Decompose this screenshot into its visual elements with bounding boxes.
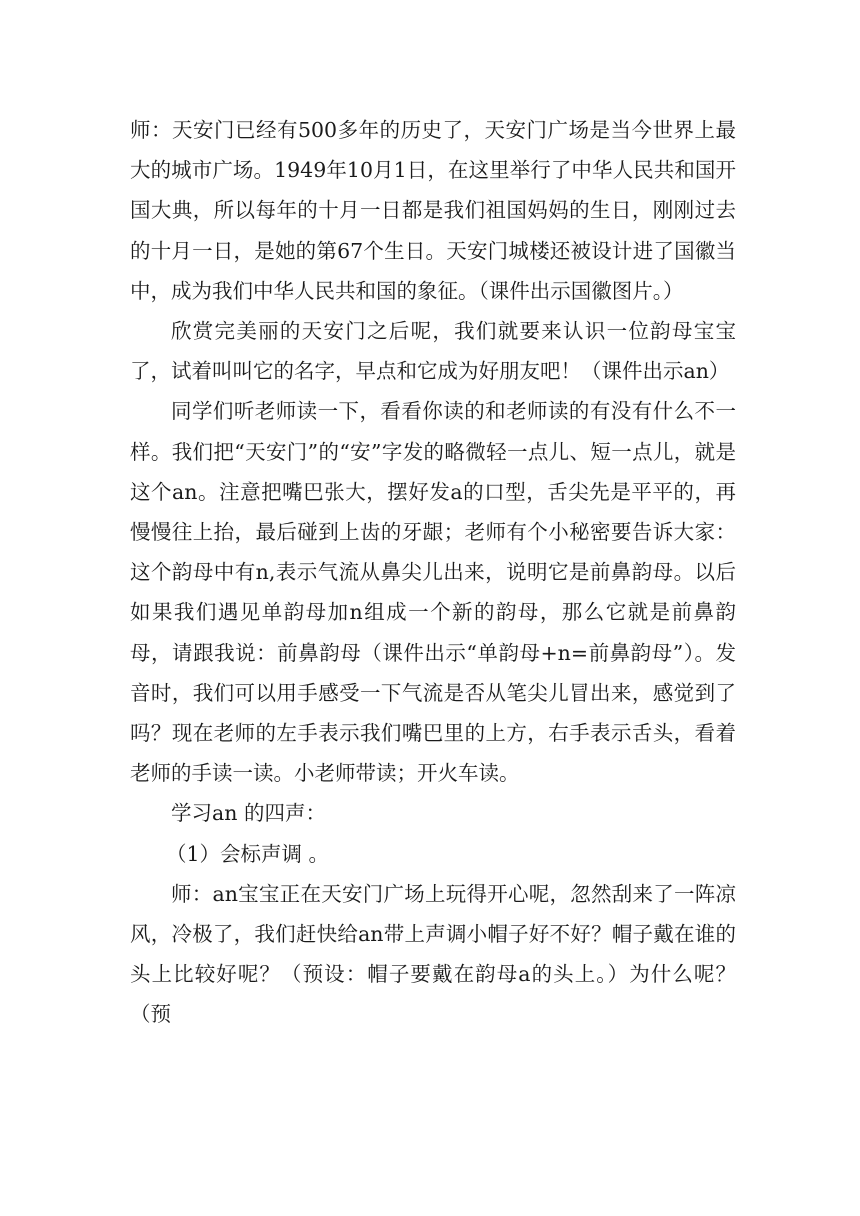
- paragraph-meet-vowel: 欣赏完美丽的天安门之后呢，我们就要来认识一位韵母宝宝了，试着叫叫它的名字，早点和它成为好朋友吧！（课件出示an）: [130, 319, 736, 384]
- paragraph-tiananmen-history: 师：天安门已经有500多年的历史了，天安门广场是当今世界上最大的城市广场。1949年10月1日，在这里举行了中华人民共和国开国大典，所以每年的十月一日都是我们祖国妈妈的生日，刚刚过去的十月一日，是她的第67个生日。天安门城楼还被设计进了国徽当中，成为我们中华人民共和国的象征。（课件出示国徽图片。）: [130, 118, 736, 303]
- paragraph-tone-hat: 师：an宝宝正在天安门广场上玩得开心呢，忽然刮来了一阵凉风，冷极了，我们赶快给an带上声调小帽子好不好？帽子戴在谁的头上比较好呢？（预设：帽子要戴在韵母a的头上。）为什么呢？（预: [130, 881, 736, 1027]
- paragraph-tone-marking: （1）会标声调 。: [166, 841, 330, 866]
- paragraph-four-tones-heading: 学习an 的四声：: [171, 801, 326, 826]
- document-page: [130, 110, 736, 1035]
- paragraph-pronunciation: 同学们听老师读一下，看看你读的和老师读的有没有什么不一样。我们把“天安门”的“安”字发的略微轻一点儿、短一点儿，就是这个an。注意把嘴巴张大，摆好发a的口型，舌尖先是平平的，再慢慢往上抬，最后碰到上齿的牙龈；老师有个小秘密要告诉大家：这个韵母中有n,表示气流从鼻尖儿出来，说明它是前鼻韵母。以后如果我们遇见单韵母加n组成一个新的韵母，那么它就是前鼻韵母，请跟我说：前鼻韵母（课件出示“单韵母+n=前鼻韵母”）。发音时，我们可以用手感受一下气流是否从笔尖儿冒出来，感觉到了吗？现在老师的左手表示我们嘴巴里的上方，右手表示舌头，看着老师的手读一读。小老师带读；开火车读。: [130, 399, 736, 786]
